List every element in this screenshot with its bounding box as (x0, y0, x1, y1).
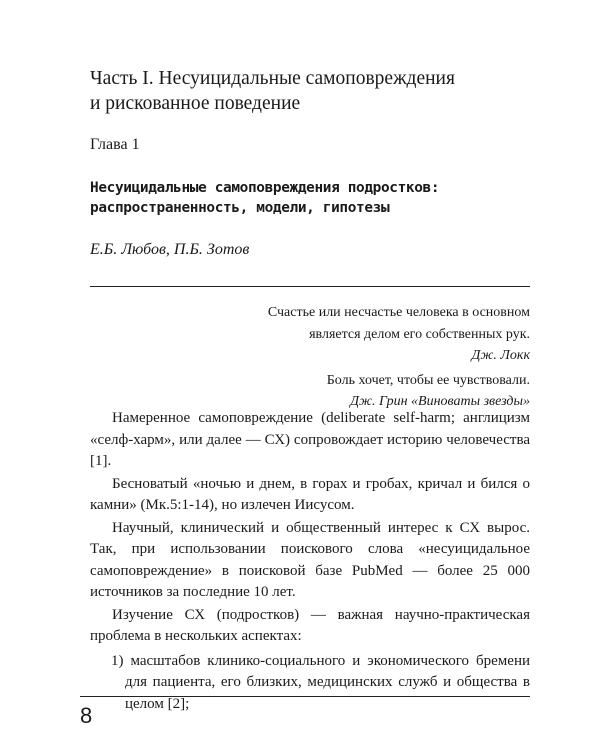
chapter-title (90, 178, 530, 218)
paragraph-2: Бесноватый «ночью и днем, в горах и гробах, кричал и бился о камни» (Мк.5:1-14), но излечен Иисусом. (90, 475, 530, 513)
epigraph-1-attribution: Дж. Локк (471, 348, 530, 363)
paragraph-3: Научный, клинический и общественный интерес к СХ вырос. Так, при использовании поискового слова «несуицидальное самоповреждение» в поисковой базе PubMed — более 25 000 источников за последние 10 лет. (90, 519, 530, 600)
epigraph-1-line-1: Счастье или несчастье человека в основном (267, 305, 530, 320)
chapter-label: Глава 1 (90, 136, 140, 153)
body-text (90, 408, 530, 716)
authors: Е.Б. Любов, П.Б. Зотов (90, 241, 250, 258)
epigraph-1-line-2: является делом его собственных рук. (309, 326, 530, 342)
chapter-title-line-2: распространенность, модели, гипотезы (90, 200, 390, 216)
list-item-1: 1) масштабов клинико-социального и экономического бремени для пациента, его близких, медицинских служб и общества в целом [2]; (111, 652, 530, 712)
page-number: 8 (80, 703, 93, 728)
chapter-title-line-1: Несуицидальные самоповреждения подростков: (90, 180, 440, 196)
part-title-line-2: и рискованное поведение (90, 93, 301, 114)
top-divider (90, 286, 530, 287)
epigraph-2-attribution: Дж. Грин «Виноваты звезды» (350, 394, 530, 409)
part-title (90, 66, 530, 116)
epigraph-2-line-1: Боль хочет, чтобы ее чувствовали. (326, 372, 530, 388)
paragraph-4: Изучение СХ (подростков) — важная научно-практическая проблема в нескольких аспектах: (90, 606, 530, 644)
paragraph-1: Намеренное самоповреждение (deliberate self-harm; англицизм «селф-харм», или далее — СХ) сопровождает историю человечества [1]. (90, 410, 530, 469)
bottom-divider (80, 696, 530, 697)
part-title-line-1: Часть I. Несуицидальные самоповреждения (90, 68, 455, 89)
epigraph-block (200, 302, 530, 413)
